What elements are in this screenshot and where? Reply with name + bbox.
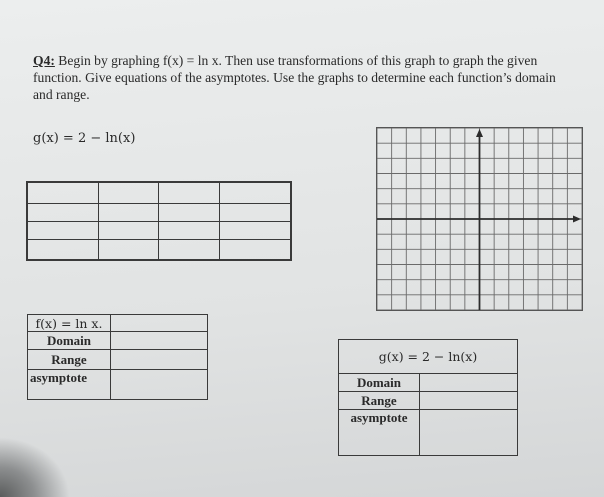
value-table-cell[interactable] xyxy=(27,203,98,221)
y-axis-arrow-icon xyxy=(476,129,483,137)
f-table-header: f(x) = ln x. xyxy=(28,315,111,332)
f-table-header-blank xyxy=(111,315,208,332)
value-table-cell[interactable] xyxy=(98,203,159,221)
g-domain-answer[interactable] xyxy=(420,374,518,392)
g-table-header: g(x) = 2 − ln(x) xyxy=(339,340,518,374)
f-domain-label: Domain xyxy=(28,332,111,350)
value-table-row xyxy=(27,182,291,203)
grid-svg xyxy=(377,128,582,310)
f-range-label: Range xyxy=(28,350,111,370)
g-info-table xyxy=(338,339,518,456)
value-table-row xyxy=(27,221,291,239)
g-range-answer[interactable] xyxy=(420,392,518,410)
x-axis-arrow-icon xyxy=(573,216,581,223)
f-asymptote-answer[interactable] xyxy=(111,370,208,400)
g-domain-label: Domain xyxy=(339,374,420,392)
value-table-cell[interactable] xyxy=(27,182,98,203)
value-table-cell[interactable] xyxy=(98,239,159,260)
f-range-answer[interactable] xyxy=(111,350,208,370)
value-table-cell[interactable] xyxy=(220,182,291,203)
question-number: Q4: xyxy=(33,53,55,68)
question-body: Begin by graphing f(x) = ln x. Then use transformations of this graph to graph the given function. Give equations of the asymptotes. Use the graphs to determine each function’s domain and range. xyxy=(33,53,556,102)
value-table-cell[interactable] xyxy=(159,239,220,260)
value-table-row xyxy=(27,239,291,260)
f-domain-answer[interactable] xyxy=(111,332,208,350)
g-asymptote-answer[interactable] xyxy=(420,410,518,456)
shadow-corner xyxy=(0,437,70,497)
coordinate-grid xyxy=(376,127,583,311)
value-table-cell[interactable] xyxy=(159,182,220,203)
g-asymptote-label: asymptote xyxy=(339,410,420,456)
value-table-cell[interactable] xyxy=(27,239,98,260)
question-text xyxy=(33,52,573,103)
value-table-cell[interactable] xyxy=(27,221,98,239)
f-asymptote-label: asymptote xyxy=(28,370,111,400)
value-table-cell[interactable] xyxy=(159,203,220,221)
value-table-cell[interactable] xyxy=(220,221,291,239)
value-table-row xyxy=(27,203,291,221)
value-table-cell[interactable] xyxy=(159,221,220,239)
value-table-cell[interactable] xyxy=(220,239,291,260)
f-info-table xyxy=(27,314,208,400)
value-table-cell[interactable] xyxy=(98,221,159,239)
value-table xyxy=(26,181,292,261)
given-function: g(x) = 2 − ln(x) xyxy=(33,131,136,146)
value-table-cell[interactable] xyxy=(220,203,291,221)
value-table-cell[interactable] xyxy=(98,182,159,203)
g-range-label: Range xyxy=(339,392,420,410)
